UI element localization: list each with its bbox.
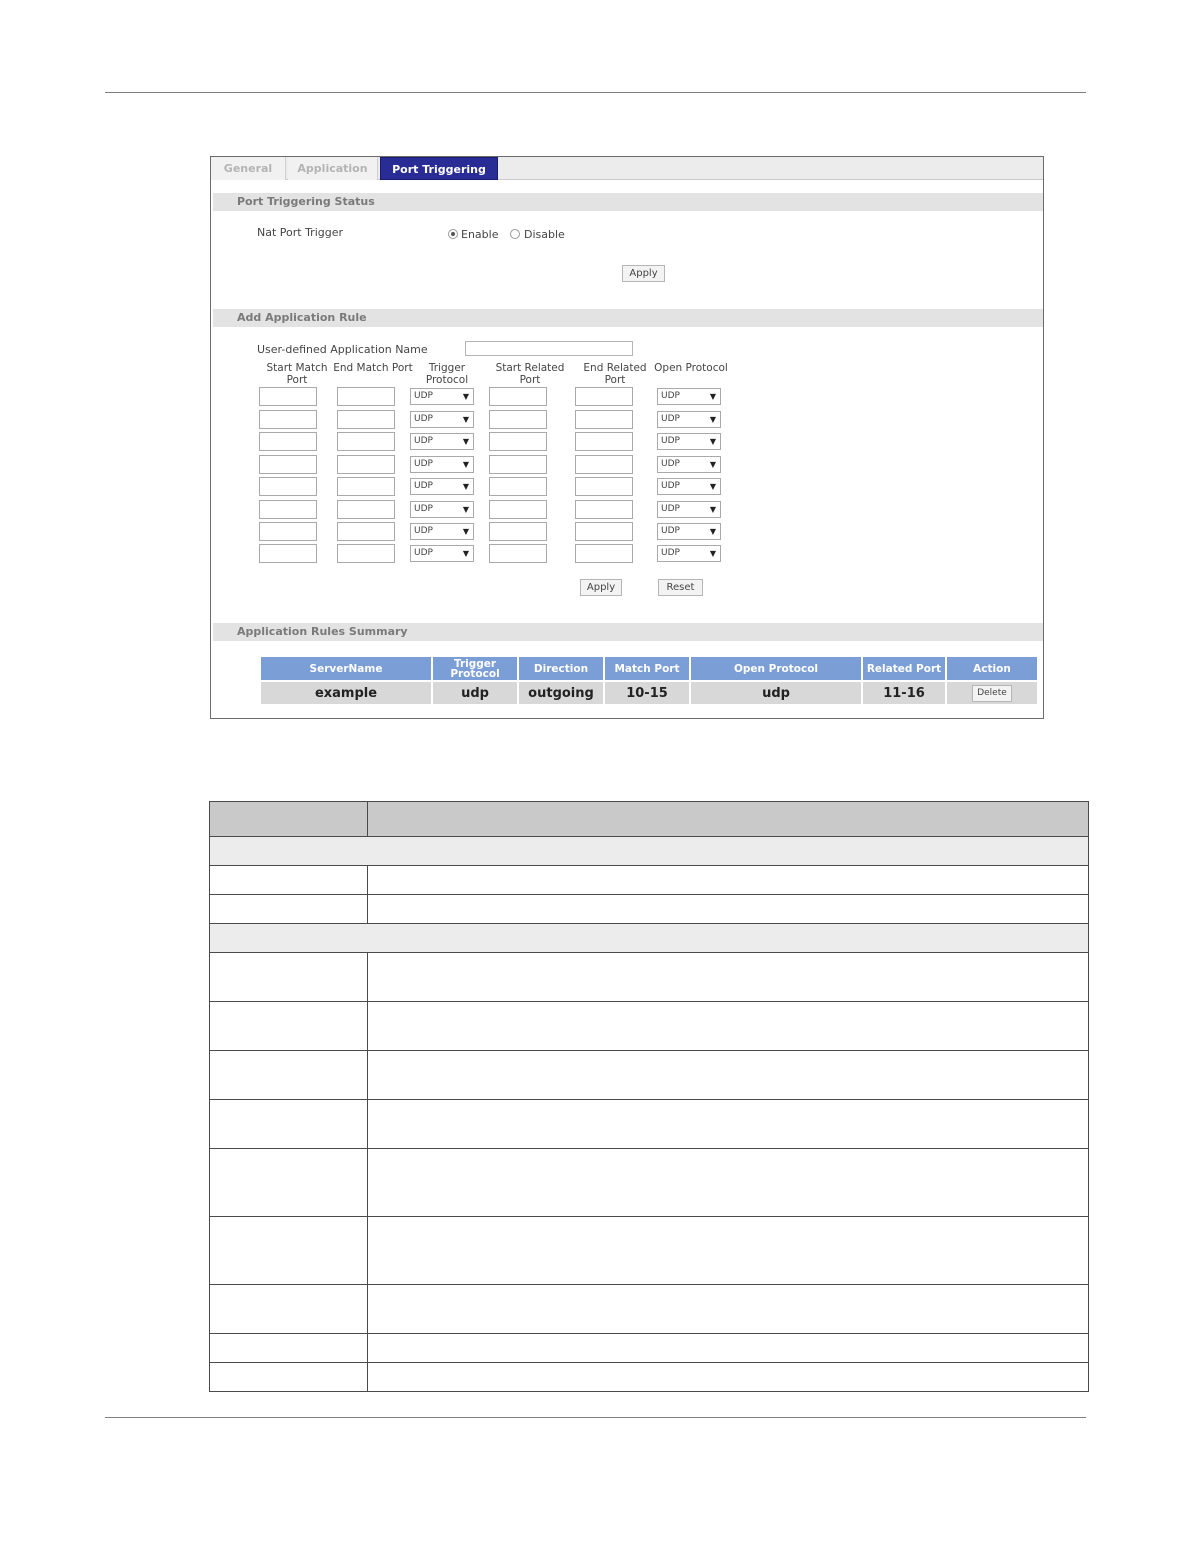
end-related-port-input[interactable]	[575, 432, 633, 451]
start-related-port-input[interactable]	[489, 387, 547, 406]
open-protocol-select[interactable]	[657, 456, 721, 473]
col-direction: Direction	[518, 656, 604, 681]
dropdown-arrow-icon: ▼	[462, 392, 469, 401]
trigger-protocol-value: UDP	[414, 504, 433, 514]
end-match-port-input[interactable]	[337, 455, 395, 474]
enable-radio[interactable]	[448, 229, 458, 239]
end-related-port-input[interactable]	[575, 455, 633, 474]
description-cell	[368, 866, 1089, 895]
description-row	[210, 866, 1089, 895]
dropdown-arrow-icon: ▼	[462, 415, 469, 424]
description-section-row	[210, 837, 1089, 866]
end-related-port-input[interactable]	[575, 477, 633, 496]
cell-trigger-protocol: udp	[432, 681, 518, 705]
start-match-port-input[interactable]	[259, 500, 317, 519]
rule-row	[211, 387, 1043, 407]
tab-application[interactable]: Application	[288, 157, 378, 180]
app-name-label: User-defined Application Name	[257, 343, 428, 356]
label-cell	[210, 1002, 368, 1051]
end-match-port-input[interactable]	[337, 522, 395, 541]
end-related-port-input[interactable]	[575, 544, 633, 563]
rule-row	[211, 455, 1043, 475]
col-start-match-port: Start Match Port	[266, 362, 328, 386]
col-action: Action	[946, 656, 1038, 681]
col-open-protocol: Open Protocol	[690, 656, 862, 681]
description-row	[210, 1051, 1089, 1100]
description-cell	[368, 1002, 1089, 1051]
trigger-protocol-value: UDP	[414, 414, 433, 424]
label-cell	[210, 1217, 368, 1285]
col-open-protocol: Open Protocol	[654, 362, 728, 374]
rule-row	[211, 500, 1043, 520]
dropdown-arrow-icon: ▼	[709, 527, 716, 536]
label-cell	[210, 953, 368, 1002]
open-protocol-select[interactable]	[657, 478, 721, 495]
dropdown-arrow-icon: ▼	[462, 437, 469, 446]
start-match-port-input[interactable]	[259, 477, 317, 496]
open-protocol-value: UDP	[661, 391, 680, 401]
description-cell	[368, 1285, 1089, 1334]
status-apply-button[interactable]: Apply	[622, 265, 665, 282]
description-cell	[368, 895, 1089, 924]
start-related-port-input[interactable]	[489, 432, 547, 451]
cell-action	[946, 681, 1038, 705]
end-match-port-input[interactable]	[337, 432, 395, 451]
trigger-protocol-select[interactable]	[410, 478, 474, 495]
col-start-related-port: Start Related Port	[495, 362, 565, 386]
start-related-port-input[interactable]	[489, 522, 547, 541]
rule-row	[211, 544, 1043, 564]
dropdown-arrow-icon: ▼	[709, 482, 716, 491]
trigger-protocol-value: UDP	[414, 548, 433, 558]
start-related-port-input[interactable]	[489, 477, 547, 496]
section-add-application-rule: Add Application Rule	[213, 309, 1043, 327]
label-cell	[210, 866, 368, 895]
trigger-protocol-value: UDP	[414, 459, 433, 469]
description-cell	[368, 1149, 1089, 1217]
table-header-row	[260, 656, 1038, 681]
rule-row	[211, 410, 1043, 430]
description-section-row	[210, 924, 1089, 953]
cell-related-port: 11-16	[862, 681, 946, 705]
trigger-protocol-value: UDP	[414, 526, 433, 536]
header-cell	[210, 802, 368, 837]
description-row	[210, 1363, 1089, 1392]
col-end-related-port: End Related Port	[583, 362, 647, 386]
open-protocol-select[interactable]	[657, 388, 721, 405]
end-match-port-input[interactable]	[337, 387, 395, 406]
col-trigger-protocol: Trigger Protocol	[425, 362, 469, 386]
bottom-divider	[105, 1417, 1086, 1418]
dropdown-arrow-icon: ▼	[709, 437, 716, 446]
label-cell	[210, 1051, 368, 1100]
label-cell	[210, 1334, 368, 1363]
open-protocol-value: UDP	[661, 548, 680, 558]
open-protocol-select[interactable]	[657, 501, 721, 518]
description-row	[210, 1002, 1089, 1051]
end-related-port-input[interactable]	[575, 522, 633, 541]
trigger-protocol-value: UDP	[414, 436, 433, 446]
start-related-port-input[interactable]	[489, 455, 547, 474]
description-header-row	[210, 802, 1089, 837]
end-related-port-input[interactable]	[575, 410, 633, 429]
disable-radio[interactable]	[510, 229, 520, 239]
cell-open-protocol: udp	[690, 681, 862, 705]
trigger-protocol-select[interactable]	[410, 411, 474, 428]
trigger-protocol-select[interactable]	[410, 456, 474, 473]
header-cell	[368, 802, 1089, 837]
dropdown-arrow-icon: ▼	[462, 460, 469, 469]
end-match-port-input[interactable]	[337, 500, 395, 519]
col-trigger-protocol: Trigger Protocol	[432, 656, 518, 681]
open-protocol-value: UDP	[661, 526, 680, 536]
top-divider	[105, 92, 1086, 93]
tab-bar	[211, 157, 1043, 180]
cell-server-name: example	[260, 681, 432, 705]
dropdown-arrow-icon: ▼	[462, 527, 469, 536]
tab-port-triggering[interactable]: Port Triggering	[380, 157, 498, 180]
cell-direction: outgoing	[518, 681, 604, 705]
open-protocol-select[interactable]	[657, 523, 721, 540]
app-name-input[interactable]	[465, 341, 633, 356]
description-row	[210, 1100, 1089, 1149]
open-protocol-select[interactable]	[657, 545, 721, 562]
dropdown-arrow-icon: ▼	[462, 549, 469, 558]
end-related-port-input[interactable]	[575, 500, 633, 519]
description-cell	[368, 1363, 1089, 1392]
col-server-name: ServerName	[260, 656, 432, 681]
rules-summary-table	[259, 655, 1039, 706]
tab-general[interactable]: General	[211, 157, 286, 180]
label-cell	[210, 895, 368, 924]
open-protocol-select[interactable]	[657, 433, 721, 450]
dropdown-arrow-icon: ▼	[709, 392, 716, 401]
label-cell	[210, 1285, 368, 1334]
rule-row	[211, 432, 1043, 452]
section-port-triggering-status: Port Triggering Status	[213, 193, 1043, 211]
trigger-protocol-select[interactable]	[410, 545, 474, 562]
start-match-port-input[interactable]	[259, 387, 317, 406]
trigger-protocol-select[interactable]	[410, 388, 474, 405]
description-cell	[368, 1217, 1089, 1285]
description-cell	[368, 1334, 1089, 1363]
section-cell	[210, 837, 1089, 866]
description-row	[210, 1149, 1089, 1217]
col-match-port: Match Port	[604, 656, 690, 681]
end-related-port-input[interactable]	[575, 387, 633, 406]
open-protocol-value: UDP	[661, 481, 680, 491]
description-row	[210, 953, 1089, 1002]
description-row	[210, 1334, 1089, 1363]
description-table	[209, 801, 1089, 1392]
description-cell	[368, 1051, 1089, 1100]
trigger-protocol-select[interactable]	[410, 433, 474, 450]
table-row	[260, 681, 1038, 705]
start-match-port-input[interactable]	[259, 432, 317, 451]
description-row	[210, 895, 1089, 924]
dropdown-arrow-icon: ▼	[709, 505, 716, 514]
label-cell	[210, 1100, 368, 1149]
col-end-match-port: End Match Port	[333, 362, 413, 374]
open-protocol-value: UDP	[661, 504, 680, 514]
open-protocol-value: UDP	[661, 436, 680, 446]
start-related-port-input[interactable]	[489, 544, 547, 563]
start-match-port-input[interactable]	[259, 410, 317, 429]
label-cell	[210, 1149, 368, 1217]
label-cell	[210, 1363, 368, 1392]
start-match-port-input[interactable]	[259, 522, 317, 541]
rule-row	[211, 522, 1043, 542]
open-protocol-select[interactable]	[657, 411, 721, 428]
start-match-port-input[interactable]	[259, 544, 317, 563]
dropdown-arrow-icon: ▼	[709, 549, 716, 558]
section-cell	[210, 924, 1089, 953]
open-protocol-value: UDP	[661, 459, 680, 469]
end-match-port-input[interactable]	[337, 410, 395, 429]
end-match-port-input[interactable]	[337, 477, 395, 496]
open-protocol-value: UDP	[661, 414, 680, 424]
description-cell	[368, 1100, 1089, 1149]
trigger-protocol-select[interactable]	[410, 501, 474, 518]
section-application-rules-summary: Application Rules Summary	[213, 623, 1043, 641]
start-related-port-input[interactable]	[489, 410, 547, 429]
trigger-protocol-value: UDP	[414, 391, 433, 401]
description-cell	[368, 953, 1089, 1002]
dropdown-arrow-icon: ▼	[709, 460, 716, 469]
rule-apply-button[interactable]: Apply	[580, 579, 622, 596]
col-related-port: Related Port	[862, 656, 946, 681]
port-triggering-panel	[210, 156, 1044, 719]
start-related-port-input[interactable]	[489, 500, 547, 519]
rule-row	[211, 477, 1043, 497]
cell-match-port: 10-15	[604, 681, 690, 705]
trigger-protocol-select[interactable]	[410, 523, 474, 540]
description-row	[210, 1285, 1089, 1334]
trigger-protocol-value: UDP	[414, 481, 433, 491]
delete-button[interactable]: Delete	[972, 685, 1012, 702]
dropdown-arrow-icon: ▼	[462, 482, 469, 491]
end-match-port-input[interactable]	[337, 544, 395, 563]
description-row	[210, 1217, 1089, 1285]
dropdown-arrow-icon: ▼	[709, 415, 716, 424]
disable-radio-label[interactable]: Disable	[524, 228, 565, 241]
dropdown-arrow-icon: ▼	[462, 505, 469, 514]
start-match-port-input[interactable]	[259, 455, 317, 474]
nat-port-trigger-label: Nat Port Trigger	[257, 226, 344, 239]
enable-radio-label[interactable]: Enable	[461, 228, 499, 241]
rule-reset-button[interactable]: Reset	[658, 579, 703, 596]
